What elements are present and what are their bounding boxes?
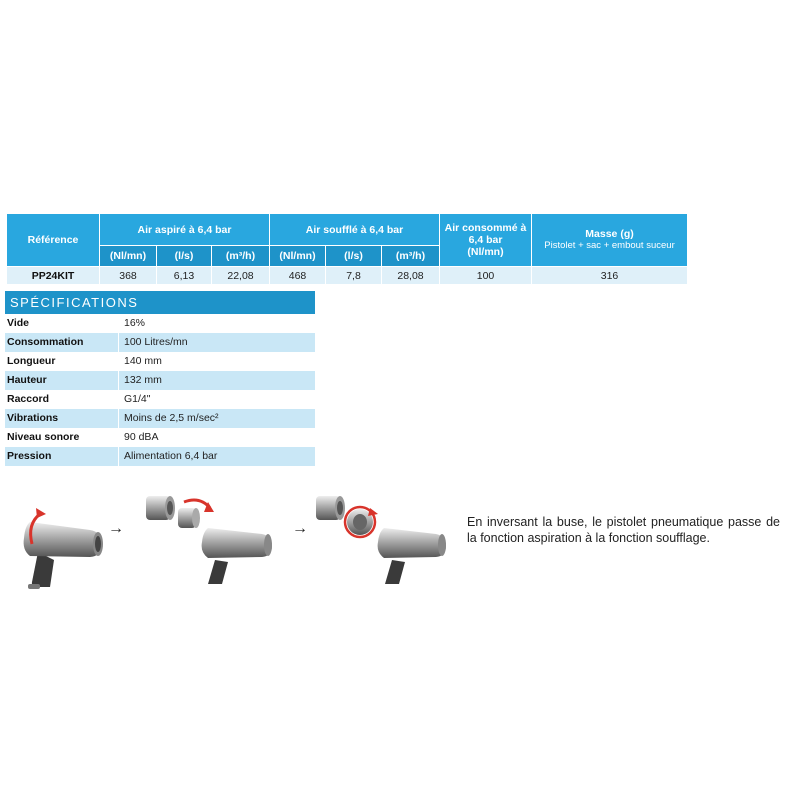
header-masse-label: Masse (g) <box>585 228 634 240</box>
spec-label: Hauteur <box>7 374 47 386</box>
specifications-panel <box>5 291 315 466</box>
unit-souffle-m3h: (m³/h) <box>382 246 440 267</box>
description-text: En inversant la buse, le pistolet pneumatique passe de la fonction aspiration à la fonction soufflage. <box>467 515 780 545</box>
cell-aspire-nlmn: 368 <box>100 267 157 285</box>
spec-value: G1/4" <box>118 390 315 409</box>
spec-label: Vibrations <box>7 412 59 424</box>
spec-value: Alimentation 6,4 bar <box>118 447 315 466</box>
unit-souffle-ls: (l/s) <box>326 246 382 267</box>
cell-souffle-nlmn: 468 <box>270 267 326 285</box>
spec-value: 90 dBA <box>118 428 315 447</box>
header-masse <box>532 214 688 267</box>
header-air-consomme-unit: (Nl/mn) <box>467 246 504 258</box>
cell-masse: 316 <box>532 267 688 285</box>
spec-label: Niveau sonore <box>7 431 80 443</box>
arrow-right-icon: → <box>108 520 124 537</box>
spec-label: Consommation <box>7 336 84 348</box>
header-air-aspire: Air aspiré à 6,4 bar <box>100 214 270 246</box>
spec-value: 132 mm <box>118 371 315 390</box>
air-gun-image-3 <box>312 488 452 588</box>
unit-souffle-nlmn: (Nl/mn) <box>270 246 326 267</box>
arrow-right-icon: → <box>292 520 308 537</box>
header-reference: Référence <box>7 214 100 267</box>
cell-reference: PP24KIT <box>7 267 100 285</box>
cell-souffle-m3h: 28,08 <box>382 267 440 285</box>
spec-row-pression <box>5 447 315 466</box>
unit-aspire-m3h: (m³/h) <box>212 246 270 267</box>
spec-label: Longueur <box>7 355 56 367</box>
unit-aspire-nlmn: (Nl/mn) <box>100 246 157 267</box>
spec-row-vide <box>5 314 315 333</box>
cell-consomme: 100 <box>440 267 532 285</box>
spec-table <box>6 213 687 284</box>
spec-label: Pression <box>7 450 52 462</box>
spec-row-vibrations <box>5 409 315 428</box>
spec-label: Raccord <box>7 393 50 405</box>
air-gun-image-2 <box>140 488 280 588</box>
specifications-title: SPÉCIFICATIONS <box>5 291 315 314</box>
spec-row-consommation <box>5 333 315 352</box>
cell-aspire-ls: 6,13 <box>157 267 212 285</box>
table-row <box>7 267 688 285</box>
cell-souffle-ls: 7,8 <box>326 267 382 285</box>
header-air-souffle: Air soufflé à 6,4 bar <box>270 214 440 246</box>
spec-label: Vide <box>7 317 29 329</box>
header-air-consomme <box>440 214 532 267</box>
cell-aspire-m3h: 22,08 <box>212 267 270 285</box>
spec-row-hauteur <box>5 371 315 390</box>
header-air-consomme-label: Air consommé à 6,4 bar <box>444 222 527 246</box>
spec-row-raccord <box>5 390 315 409</box>
spec-value: 100 Litres/mn <box>118 333 315 352</box>
air-gun-image-1 <box>10 500 110 590</box>
spec-row-longueur <box>5 352 315 371</box>
spec-value: Moins de 2,5 m/sec² <box>118 409 315 428</box>
unit-aspire-ls: (l/s) <box>157 246 212 267</box>
header-masse-sub: Pistolet + sac + embout suceur <box>544 240 675 251</box>
spec-value: 16% <box>118 314 315 333</box>
spec-value: 140 mm <box>118 352 315 371</box>
spec-row-niveau-sonore <box>5 428 315 447</box>
